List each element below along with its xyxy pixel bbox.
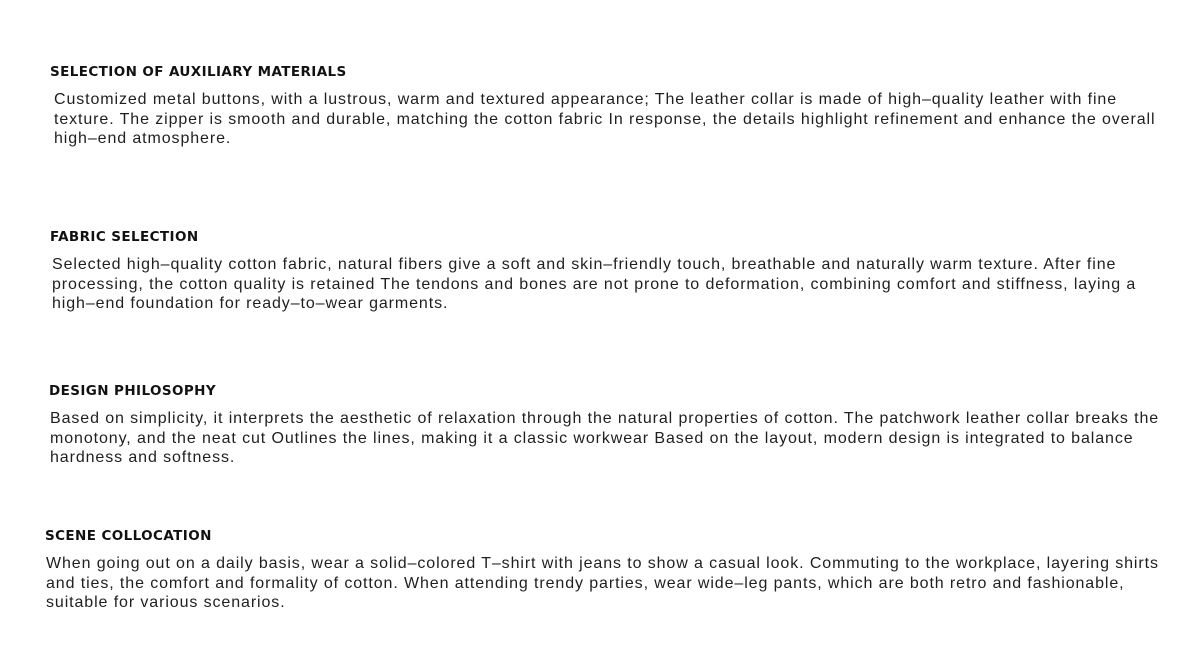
section-body: Customized metal buttons, with a lustrous, warm and textured appearance; The leather collar is made of high–quality leather with fine texture. The zipper is smooth and durable, matching the cotton fabric In response, the details highlight refinement and enhance the overall high–end atmosphere. <box>54 91 1156 147</box>
section-heading: FABRIC SELECTION <box>50 229 199 245</box>
section-heading: SELECTION OF AUXILIARY MATERIALS <box>50 64 347 80</box>
section-heading: DESIGN PHILOSOPHY <box>49 383 217 399</box>
section-design-philosophy <box>49 383 1160 468</box>
section-fabric-selection <box>50 229 1182 314</box>
section-body: Based on simplicity, it interprets the aesthetic of relaxation through the natural properties of cotton. The patchwork leather collar breaks the monotony, and the neat cut Outlines the lines, making it a classic workwear Based on the layout, modern design is integrated to balance hardness and softness. <box>50 410 1160 466</box>
section-body: When going out on a daily basis, wear a solid–colored T–shirt with jeans to show a casual look. Commuting to the workplace, layering shirts and ties, the comfort and formality of cotton. When attending trendy parties, wear wide–leg pants, which are both retro and fashionable, suitable for various scenarios. <box>46 555 1159 611</box>
section-auxiliary-materials <box>50 64 1174 149</box>
section-body: Selected high–quality cotton fabric, natural fibers give a soft and skin–friendly touch, breathable and naturally warm texture. After fine processing, the cotton quality is retained The tendons and bones are not prone to deformation, combining comfort and stiffness, laying a high–end foundation for ready–to–wear garments. <box>52 256 1137 312</box>
section-heading: SCENE COLLOCATION <box>45 528 212 544</box>
section-scene-collocation <box>45 528 1166 613</box>
